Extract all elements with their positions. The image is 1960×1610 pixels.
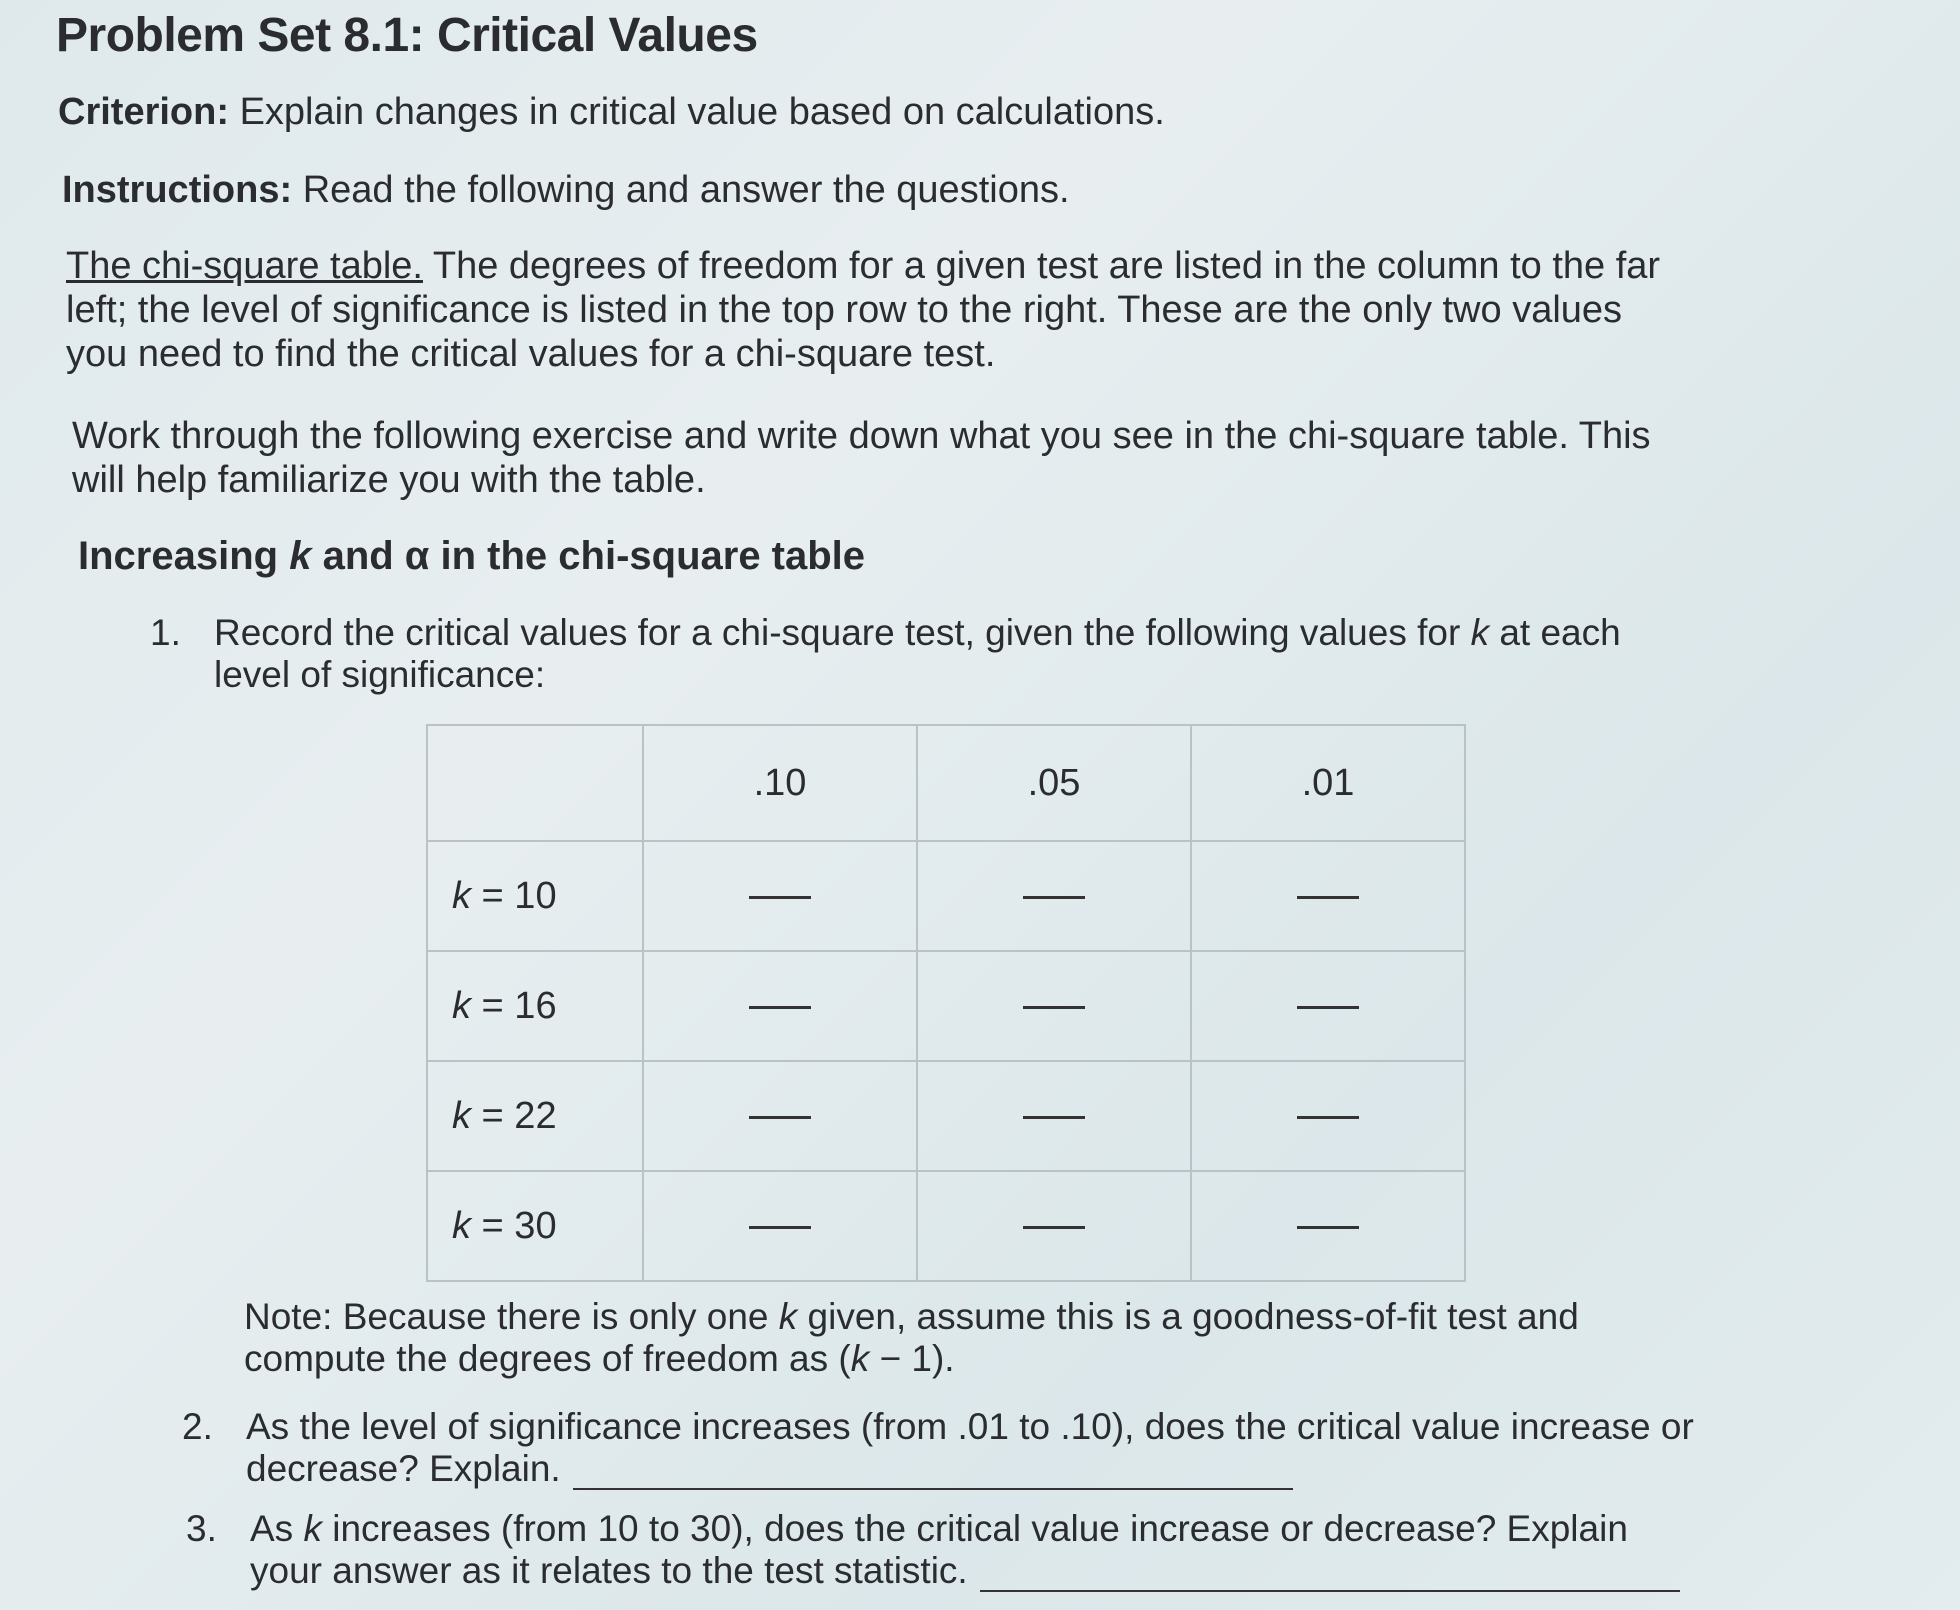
criterion-line xyxy=(58,90,1165,134)
table-row xyxy=(427,951,1465,1061)
heading-mid: and xyxy=(311,534,405,578)
row-k-value: = 16 xyxy=(471,984,557,1027)
header-alpha-05: .05 xyxy=(917,725,1191,841)
table-header-row xyxy=(427,725,1465,841)
question-2-number: 2. xyxy=(182,1406,213,1447)
instructions-label: Instructions: xyxy=(62,169,293,211)
heading-pre: Increasing xyxy=(78,534,290,578)
row-label-k22 xyxy=(427,1061,643,1171)
question-1-text-a: Record the critical values for a chi-square test, given the following values for xyxy=(214,612,1471,653)
heading-post: in the chi-square table xyxy=(429,534,866,578)
answer-cell[interactable] xyxy=(1191,1061,1465,1171)
answer-cell[interactable] xyxy=(917,1061,1191,1171)
answer-cell[interactable] xyxy=(643,951,917,1061)
answer-blank[interactable] xyxy=(1297,1006,1359,1009)
note-paragraph xyxy=(244,1296,1579,1380)
question-3 xyxy=(186,1508,1680,1592)
answer-blank[interactable] xyxy=(1023,1116,1085,1119)
intro-line3: you need to find the critical values for a chi-square test. xyxy=(66,333,996,375)
answer-blank[interactable] xyxy=(749,896,811,899)
table-corner-cell xyxy=(427,725,643,841)
question-1-text-b: at each xyxy=(1489,612,1621,653)
intro-line2: left; the level of significance is listed in the top row to the right. These are the only two values xyxy=(66,289,1623,331)
question-1-line2: level of significance: xyxy=(214,654,546,695)
question-3-answer-line[interactable] xyxy=(980,1590,1680,1592)
answer-blank[interactable] xyxy=(749,1006,811,1009)
intro-paragraph xyxy=(66,244,1660,376)
question-3-text-b: increases (from 10 to 30), does the critical value increase or decrease? Explain xyxy=(321,1508,1628,1549)
row-label-k16 xyxy=(427,951,643,1061)
answer-blank[interactable] xyxy=(749,1116,811,1119)
header-alpha-01: .01 xyxy=(1191,725,1465,841)
row-label-k30 xyxy=(427,1171,643,1281)
row-k-value: = 10 xyxy=(471,874,557,917)
question-2-line2: decrease? Explain. xyxy=(246,1448,561,1489)
answer-cell[interactable] xyxy=(643,841,917,951)
row-k-symbol: k xyxy=(452,984,471,1027)
row-k-value: = 30 xyxy=(471,1204,557,1247)
table-row xyxy=(427,841,1465,951)
answer-cell[interactable] xyxy=(917,841,1191,951)
instructions-line xyxy=(62,168,1070,212)
critical-values-table xyxy=(426,724,1466,1282)
question-1-k: k xyxy=(1470,612,1490,653)
question-1 xyxy=(150,612,1621,696)
answer-cell[interactable] xyxy=(1191,951,1465,1061)
answer-cell[interactable] xyxy=(643,1171,917,1281)
answer-cell[interactable] xyxy=(917,951,1191,1061)
question-3-line2: your answer as it relates to the test statistic. xyxy=(250,1550,968,1591)
header-alpha-10: .10 xyxy=(643,725,917,841)
answer-cell[interactable] xyxy=(917,1171,1191,1281)
answer-blank[interactable] xyxy=(749,1226,811,1229)
heading-alpha: α xyxy=(404,534,430,578)
answer-blank[interactable] xyxy=(1023,1226,1085,1229)
question-2-line1: As the level of significance increases (from .01 to .10), does the critical value increase or xyxy=(246,1406,1694,1447)
exercise-paragraph xyxy=(72,414,1651,502)
note-text-c: compute the degrees of freedom as ( xyxy=(244,1338,851,1379)
instructions-text: Read the following and answer the questions. xyxy=(302,169,1070,211)
question-3-k: k xyxy=(303,1508,322,1549)
answer-blank[interactable] xyxy=(1023,896,1085,899)
exercise-line2: will help familiarize you with the table. xyxy=(72,459,706,501)
table-row xyxy=(427,1061,1465,1171)
question-2 xyxy=(182,1406,1694,1490)
answer-cell[interactable] xyxy=(643,1061,917,1171)
answer-blank[interactable] xyxy=(1023,1006,1085,1009)
page-title: Problem Set 8.1: Critical Values xyxy=(56,9,758,62)
answer-cell[interactable] xyxy=(1191,1171,1465,1281)
answer-blank[interactable] xyxy=(1297,1116,1359,1119)
note-k2: k xyxy=(850,1338,870,1379)
note-text-a: Note: Because there is only one xyxy=(244,1296,779,1337)
note-text-b: given, assume this is a goodness-of-fit test and xyxy=(797,1296,1579,1337)
section-heading xyxy=(78,534,865,579)
note-k: k xyxy=(778,1296,798,1337)
answer-cell[interactable] xyxy=(1191,841,1465,951)
answer-blank[interactable] xyxy=(1297,1226,1359,1229)
row-k-symbol: k xyxy=(452,1094,471,1137)
question-3-text-a: As xyxy=(250,1508,304,1549)
question-1-number: 1. xyxy=(150,612,181,653)
question-3-number: 3. xyxy=(186,1508,217,1549)
row-k-symbol: k xyxy=(452,874,471,917)
row-k-symbol: k xyxy=(452,1204,471,1247)
intro-line1: The degrees of freedom for a given test are listed in the column to the far xyxy=(432,245,1661,287)
heading-k: k xyxy=(289,534,312,578)
criterion-text: Explain changes in critical value based on calculations. xyxy=(239,91,1165,133)
intro-underlined: The chi-square table. xyxy=(66,245,423,287)
criterion-label: Criterion: xyxy=(58,91,229,133)
row-label-k10 xyxy=(427,841,643,951)
row-k-value: = 22 xyxy=(471,1094,557,1137)
exercise-line1: Work through the following exercise and write down what you see in the chi-square table. This xyxy=(72,415,1651,457)
note-text-d: − 1). xyxy=(869,1338,955,1379)
table-row xyxy=(427,1171,1465,1281)
question-2-answer-line[interactable] xyxy=(573,1488,1293,1490)
answer-blank[interactable] xyxy=(1297,896,1359,899)
